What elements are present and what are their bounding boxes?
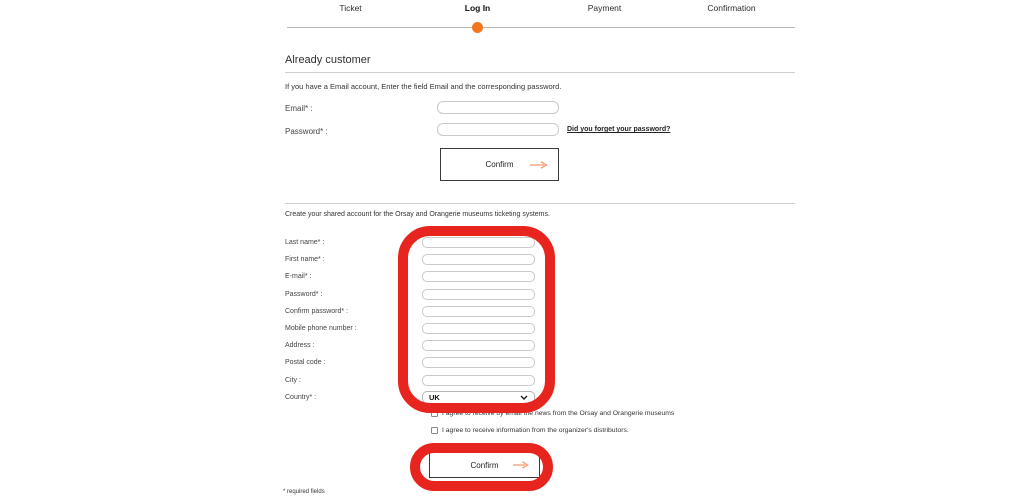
step-payment: Payment xyxy=(587,3,622,13)
form-row xyxy=(285,337,537,354)
reg-password-input[interactable] xyxy=(422,289,535,300)
form-row xyxy=(285,372,537,389)
divider xyxy=(285,72,795,73)
form-row xyxy=(285,320,537,337)
progress-line xyxy=(287,27,795,28)
progress-active-dot-icon xyxy=(472,22,483,33)
login-description: If you have a Email account, Enter the field Email and the corresponding password. xyxy=(285,82,562,91)
newsletter-checkbox[interactable] xyxy=(431,410,438,417)
form-row xyxy=(285,268,537,285)
required-fields-note: * required fields xyxy=(283,489,325,495)
register-confirm-button[interactable] xyxy=(429,452,540,478)
country-select[interactable] xyxy=(422,391,535,404)
step-login: Log In xyxy=(464,3,491,13)
first-name-label: First name* : xyxy=(285,256,325,264)
confirm-password-input[interactable] xyxy=(422,306,535,317)
country-label: Country* : xyxy=(285,393,317,401)
last-name-label: Last name* : xyxy=(285,239,325,247)
form-row xyxy=(285,286,537,303)
postal-code-input[interactable] xyxy=(422,357,535,368)
distributors-consent-row xyxy=(431,427,629,434)
chevron-down-icon xyxy=(520,395,528,400)
register-form xyxy=(285,234,537,406)
section-title-already-customer: Already customer xyxy=(285,54,371,66)
city-label: City : xyxy=(285,376,301,384)
mobile-phone-input[interactable] xyxy=(422,323,535,334)
distributors-checkbox-label: I agree to receive information from the organizer's distributors. xyxy=(442,427,629,434)
country-selected-value: UK xyxy=(429,392,440,402)
login-confirm-button[interactable] xyxy=(440,148,559,181)
password-label: Password* : xyxy=(285,127,328,136)
form-row xyxy=(285,389,537,406)
form-row xyxy=(285,251,537,268)
form-row xyxy=(285,234,537,251)
login-email-input[interactable] xyxy=(437,101,559,114)
forgot-password-link[interactable]: Did you forget your password? xyxy=(567,126,671,133)
postal-code-label: Postal code : xyxy=(285,359,326,367)
arrow-right-icon xyxy=(512,461,530,470)
progress-steps xyxy=(287,3,795,13)
form-row xyxy=(285,303,537,320)
email-label: Email* : xyxy=(285,104,313,113)
arrow-right-icon xyxy=(529,160,549,169)
reg-email-input[interactable] xyxy=(422,271,535,282)
form-row xyxy=(285,354,537,371)
divider xyxy=(285,203,795,204)
first-name-input[interactable] xyxy=(422,254,535,265)
newsletter-consent-row xyxy=(431,410,674,417)
register-description: Create your shared account for the Orsay and Orangerie museums ticketing systems. xyxy=(285,211,550,218)
distributors-checkbox[interactable] xyxy=(431,427,438,434)
step-confirmation: Confirmation xyxy=(707,3,756,13)
address-input[interactable] xyxy=(422,340,535,351)
city-input[interactable] xyxy=(422,375,535,386)
login-confirm-label: Confirm xyxy=(485,160,514,169)
newsletter-checkbox-label: I agree to receive by email the news from the Orsay and Orangerie museums xyxy=(442,410,675,417)
confirm-password-label: Confirm password* : xyxy=(285,307,349,315)
reg-password-label: Password* : xyxy=(285,290,323,298)
last-name-input[interactable] xyxy=(422,237,535,248)
reg-email-label: E-mail* : xyxy=(285,273,312,281)
login-password-input[interactable] xyxy=(437,123,559,136)
register-confirm-label: Confirm xyxy=(470,460,499,470)
step-ticket: Ticket xyxy=(339,3,362,13)
mobile-phone-label: Mobile phone number : xyxy=(285,325,357,333)
address-label: Address : xyxy=(285,342,315,350)
